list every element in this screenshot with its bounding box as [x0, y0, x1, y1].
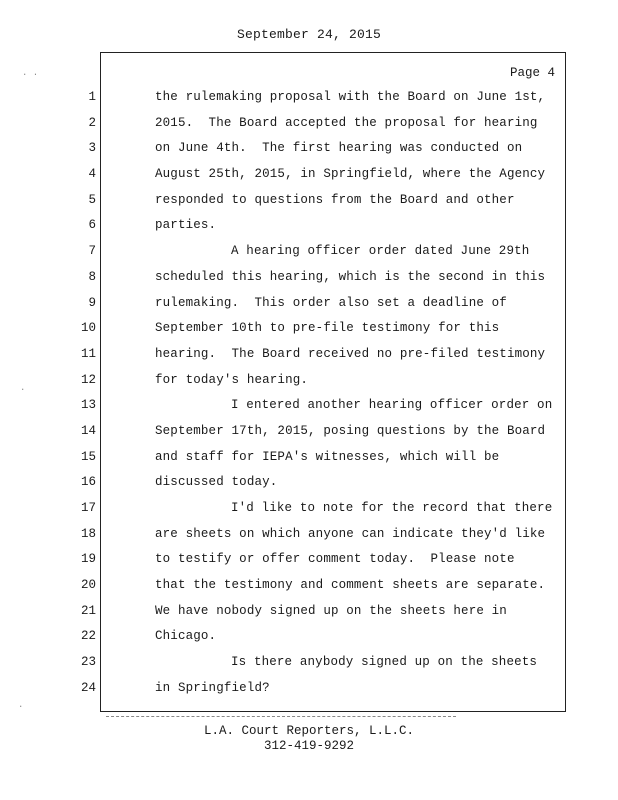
line-number: 19: [80, 552, 96, 567]
line-number: 5: [88, 192, 96, 207]
line-number: 12: [80, 372, 96, 387]
transcript-line: Chicago.: [155, 629, 217, 644]
line-number: 11: [80, 346, 96, 361]
footer: [0, 724, 618, 754]
line-number: 7: [88, 244, 96, 259]
line-number: 6: [88, 218, 96, 233]
transcript-text-column: [155, 85, 563, 702]
transcript-line: to testify or offer comment today. Please note: [155, 552, 515, 567]
footer-phone: 312-419-9292: [263, 739, 354, 753]
transcript-line: scheduled this hearing, which is the second in this: [155, 269, 546, 284]
header-date: September 24, 2015: [236, 27, 382, 42]
page-number: Page 4: [509, 66, 555, 80]
transcript-line: rulemaking. This order also set a deadline of: [155, 295, 507, 310]
transcript-line: 2015. The Board accepted the proposal for hearing: [155, 115, 538, 130]
line-number: 9: [88, 295, 96, 310]
line-number: 13: [80, 398, 96, 413]
footer-company: L.A. Court Reporters, L.L.C.: [203, 724, 415, 738]
transcript-line: that the testimony and comment sheets are separate.: [155, 578, 546, 593]
line-number: 10: [80, 321, 96, 336]
line-number: 17: [80, 501, 96, 515]
scan-speck: · ·: [22, 70, 39, 80]
transcript-line: I entered another hearing officer order on: [231, 398, 553, 413]
transcript-line: are sheets on which anyone can indicate they'd like: [155, 526, 546, 541]
transcript-line: for today's hearing.: [155, 372, 309, 387]
transcript-line: in Springfield?: [155, 680, 270, 695]
transcript-line: hearing. The Board received no pre-filed testimony: [155, 346, 546, 361]
line-number: 21: [80, 603, 96, 618]
transcript-line: A hearing officer order dated June 29th: [231, 244, 530, 259]
line-number: 22: [80, 629, 96, 644]
line-number: 4: [88, 167, 96, 182]
line-number: 16: [80, 475, 96, 490]
line-number: 1: [88, 90, 96, 104]
line-number: 15: [80, 449, 96, 464]
line-number: 2: [88, 115, 96, 130]
box-bottom-shadow: [106, 716, 456, 717]
transcript-line: August 25th, 2015, in Springfield, where the Agency: [155, 167, 546, 182]
transcript-line: Is there anybody signed up on the sheets: [231, 655, 538, 670]
line-number: 18: [80, 526, 96, 541]
line-number: 8: [88, 269, 96, 284]
transcript-line: and staff for IEPA's witnesses, which will be: [155, 449, 500, 464]
transcript-line: responded to questions from the Board and other: [155, 192, 515, 207]
transcript-line: discussed today.: [155, 475, 278, 490]
transcript-line: the rulemaking proposal with the Board on June 1st,: [155, 90, 546, 104]
line-number: 23: [80, 655, 96, 670]
transcript-line: I'd like to note for the record that there: [231, 501, 553, 515]
scan-speck: ·: [20, 385, 26, 395]
line-number: 14: [80, 423, 96, 438]
transcript-line: parties.: [155, 218, 217, 233]
scan-speck: ·: [18, 702, 24, 712]
transcript-line: September 10th to pre-file testimony for this: [155, 321, 500, 336]
line-number: 20: [80, 578, 96, 593]
line-number: 24: [80, 680, 96, 695]
line-number-column: [56, 85, 96, 702]
transcript-line: We have nobody signed up on the sheets here in: [155, 603, 507, 618]
transcript-line: on June 4th. The first hearing was conducted on: [155, 141, 523, 156]
line-number: 3: [88, 141, 96, 156]
transcript-line: September 17th, 2015, posing questions by the Board: [155, 423, 546, 438]
